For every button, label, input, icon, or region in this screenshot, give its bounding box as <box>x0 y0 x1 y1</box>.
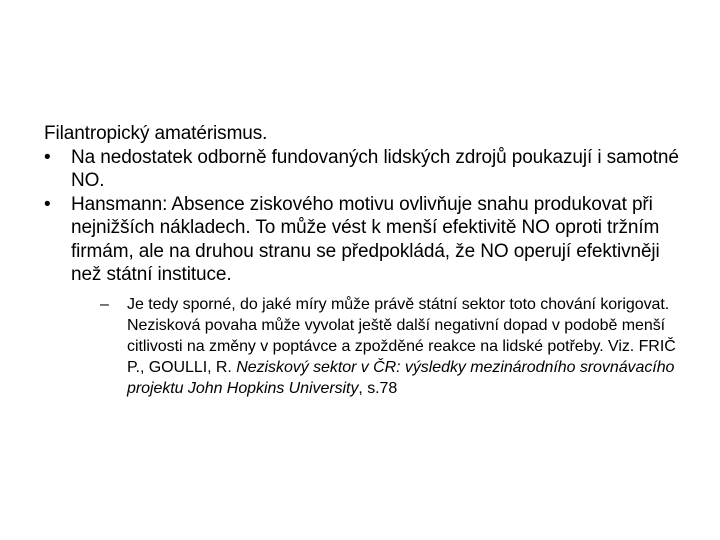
list-item <box>44 193 694 399</box>
bullet-icon: • <box>44 193 51 215</box>
list-item <box>44 146 694 193</box>
list-item-text: Hansmann: Absence ziskového motivu ovlivňuje snahu produkovat při nejnižších nákladech. To může vést k menší efektivitě NO oproti tržním firmám, ale na druhou stranu se předpokládá, že NO operují efektivněji než státní instituce. <box>71 193 660 285</box>
list-item-text: Na nedostatek odborně fundovaných lidských zdrojů poukazují i samotné NO. <box>71 146 679 191</box>
slide-heading: Filantropický amatérismus. <box>44 123 268 144</box>
bullet-icon: • <box>44 146 51 168</box>
citation-title: Neziskový sektor v ČR: výsledky mezinárodního srovnávacího projektu John Hopkins University <box>127 358 675 397</box>
sub-bullet-list <box>71 294 694 399</box>
sub-item-text: Je tedy sporné, do jaké míry může právě státní sektor toto chování korigovat. Nezisková povaha může vyvolat ještě další negativní dopad v podobě menší citlivosti na změny v poptávce a zpožděné reakce na lidské potřeby. Viz. FRIČ P., GOULLI, R. <box>127 295 676 376</box>
citation-page: , s.78 <box>358 379 398 397</box>
sub-list-item <box>100 294 687 399</box>
dash-bullet-icon: – <box>100 295 109 313</box>
slide-content <box>44 122 694 399</box>
bullet-list <box>44 146 694 399</box>
